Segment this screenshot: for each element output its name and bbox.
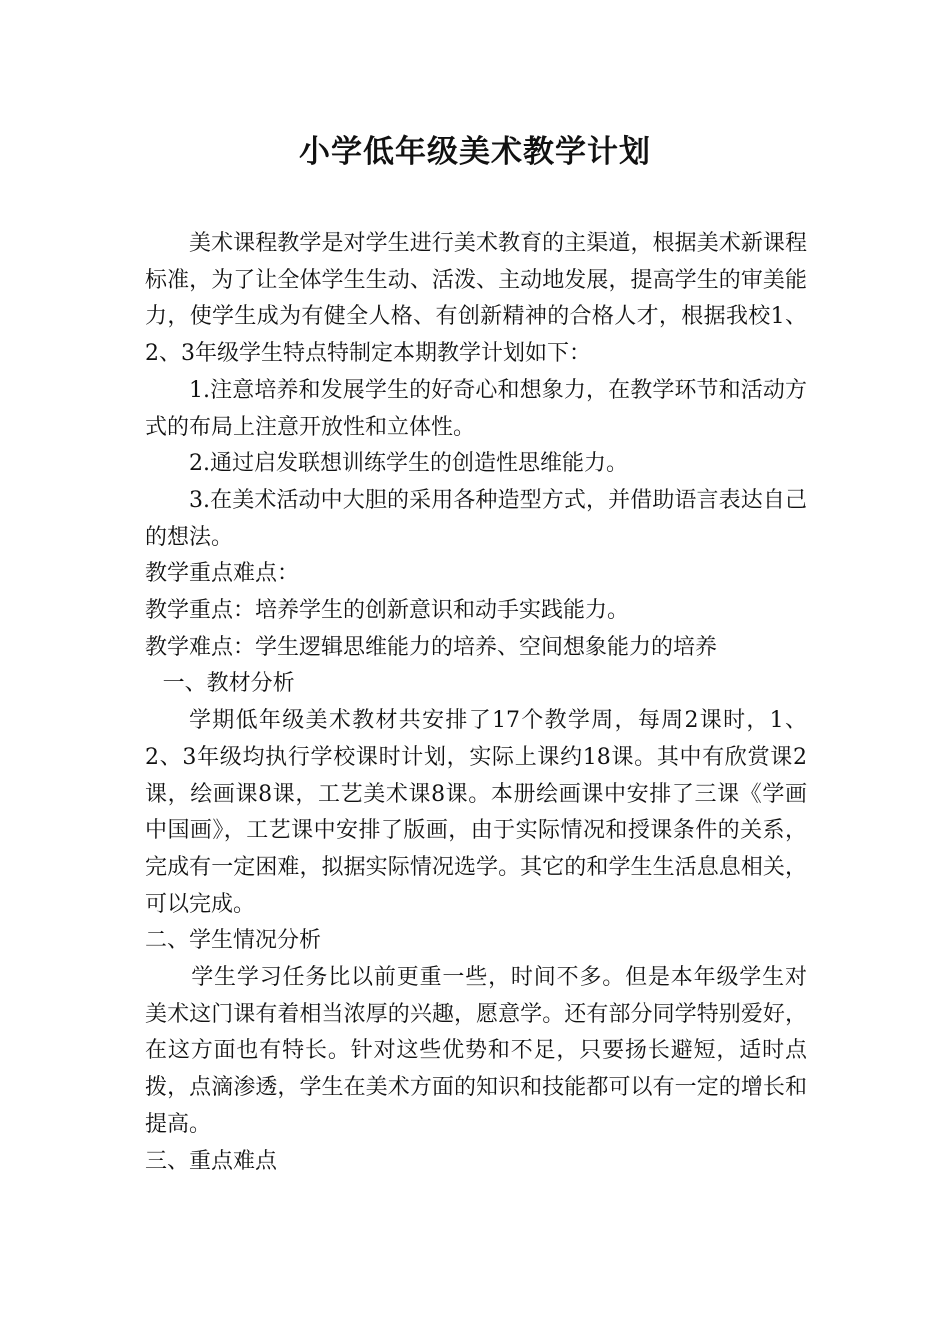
document-body [145,226,807,1180]
section-body-students: 学生学习任务比以前更重一些，时间不多。但是本年级学生对美术这门课有着相当浓厚的兴趣，愿意学。还有部分同学特别爱好，在这方面也有特长。针对这些优势和不足，只要扬长避短，适时点拨，点滴渗透，学生在美术方面的知识和技能都可以有一定的增长和提高。 [145,965,807,1137]
difficult-point-paragraph: 教学难点：学生逻辑思维能力的培养、空间想象能力的培养 [145,634,718,660]
key-difficult-heading: 教学重点难点： [145,561,300,587]
key-point-paragraph: 教学重点：培养学生的创新意识和动手实践能力。 [145,598,630,624]
section-heading-textbook: 一、教材分析 [162,671,295,697]
section-body-textbook: 学期低年级美术教材共安排了17个教学周，每周2课时，1、2、3年级均执行学校课时计划，实际上课约18课。其中有欣赏课2课，绘画课8课，工艺美术课8课。本册绘画课中安排了三课《学画中国画》，工艺课中安排了版画，由于实际情况和授课条件的关系，完成有一定困难，拟据实际情况选学。其它的和学生生活息息相关，可以完成。 [145,708,807,917]
list-item-2: 2.通过启发联想训练学生的创造性思维能力。 [189,451,628,477]
section-heading-key-difficult: 三、重点难点 [145,1148,278,1174]
list-item-3: 3.在美术活动中大胆的采用各种造型方式，并借助语言表达自己的想法。 [145,487,807,550]
list-item-1: 1.注意培养和发展学生的好奇心和想象力，在教学环节和活动方式的布局上注意开放性和立体性。 [145,377,807,440]
intro-paragraph: 美术课程教学是对学生进行美术教育的主渠道，根据美术新课程标准，为了让全体学生生动、活泼、主动地发展，提高学生的审美能力，使学生成为有健全人格、有创新精神的合格人才，根据我校1、2、3年级学生特点特制定本期教学计划如下： [145,231,807,367]
page-title: 小学低年级美术教学计划 [299,134,651,170]
section-heading-students: 二、学生情况分析 [145,928,322,954]
